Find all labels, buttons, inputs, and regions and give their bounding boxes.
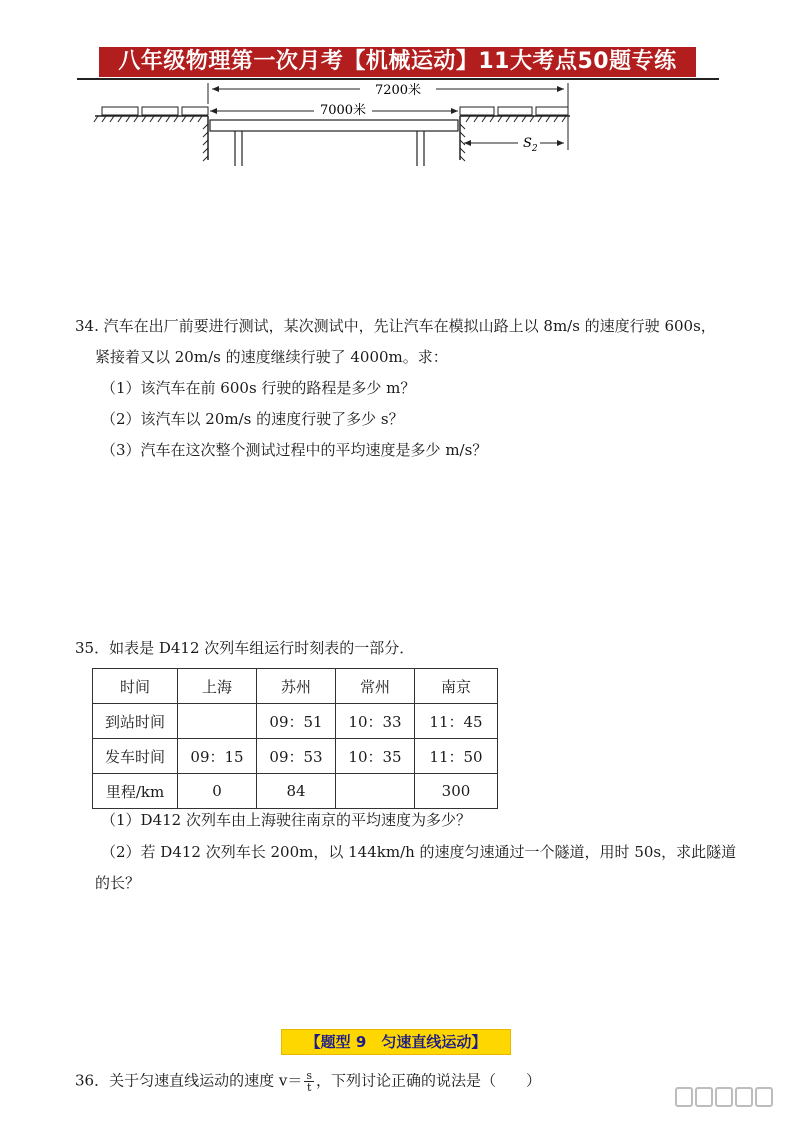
q34-sub2: （2）该汽车以 20m/s 的速度行驶了多少 s？ bbox=[101, 410, 404, 428]
train-left bbox=[102, 107, 208, 115]
fraction-numerator: s bbox=[306, 1069, 312, 1082]
q35-sub2-cont: 的长？ bbox=[95, 874, 141, 892]
bridge-deck bbox=[210, 120, 458, 131]
dimension-label-bridge: 7000米 bbox=[319, 103, 367, 118]
q34-sub3: （3）汽车在这次整个测试过程中的平均速度是多少 m/s？ bbox=[101, 441, 488, 459]
table-cell: 11：45 bbox=[415, 704, 498, 739]
table-cell: 09：53 bbox=[257, 739, 336, 774]
q34-line1: 34. 汽车在出厂前要进行测试，某次测试中，先让汽车在模拟山路上以 8m/s 的速度行驶 600s， bbox=[75, 317, 716, 335]
table-cell: 84 bbox=[257, 774, 336, 809]
watermark-logo bbox=[672, 1084, 782, 1112]
q35-sub1: （1）D412 次列车由上海驶往南京的平均速度为多少？ bbox=[101, 811, 471, 829]
page-title: 八年级物理第一次月考【机械运动】11大考点50题专练 bbox=[99, 47, 696, 77]
q36-prefix: 36．关于匀速直线运动的速度 v＝ bbox=[75, 1071, 303, 1090]
table-cell: 300 bbox=[415, 774, 498, 809]
table-cell bbox=[336, 774, 415, 809]
table-header-cell: 时间 bbox=[93, 669, 178, 704]
table-row bbox=[93, 739, 498, 774]
timetable bbox=[92, 668, 498, 809]
table-row bbox=[93, 774, 498, 809]
velocity-fraction bbox=[304, 1070, 314, 1093]
table-header-cell: 苏州 bbox=[257, 669, 336, 704]
q36-suffix: ，下列讨论正确的说法是（ ） bbox=[316, 1071, 542, 1090]
bridge-train-diagram bbox=[90, 80, 590, 170]
table-cell: 到站时间 bbox=[93, 704, 178, 739]
q35-sub2: （2）若 D412 次列车长 200m，以 144km/h 的速度匀速通过一个隧道，用时 50s，求此隧道 bbox=[101, 843, 737, 861]
table-cell: 里程/km bbox=[93, 774, 178, 809]
dimension-label-s2: $S_2$ bbox=[523, 136, 538, 154]
table-cell: 10：33 bbox=[336, 704, 415, 739]
q36-question bbox=[75, 1070, 541, 1093]
table-row bbox=[93, 704, 498, 739]
q35-intro: 35．如表是 D412 次列车组运行时刻表的一部分． bbox=[75, 639, 415, 657]
dimension-label-total: 7200米 bbox=[374, 83, 422, 98]
table-header-row bbox=[93, 669, 498, 704]
table-cell: 11：50 bbox=[415, 739, 498, 774]
train-right bbox=[460, 107, 568, 115]
section-heading: 【题型 9 匀速直线运动】 bbox=[281, 1029, 511, 1055]
q34-line2: 紧接着又以 20m/s 的速度继续行驶了 4000m。求： bbox=[95, 348, 448, 366]
table-cell: 09：51 bbox=[257, 704, 336, 739]
table-cell bbox=[178, 704, 257, 739]
table-header-cell: 南京 bbox=[415, 669, 498, 704]
q34-sub1: （1）该汽车在前 600s 行驶的路程是多少 m？ bbox=[101, 379, 416, 397]
table-header-cell: 上海 bbox=[178, 669, 257, 704]
fraction-denominator: t bbox=[306, 1081, 312, 1094]
table-header-cell: 常州 bbox=[336, 669, 415, 704]
table-cell: 发车时间 bbox=[93, 739, 178, 774]
table-cell: 0 bbox=[178, 774, 257, 809]
table-cell: 10：35 bbox=[336, 739, 415, 774]
table-cell: 09：15 bbox=[178, 739, 257, 774]
